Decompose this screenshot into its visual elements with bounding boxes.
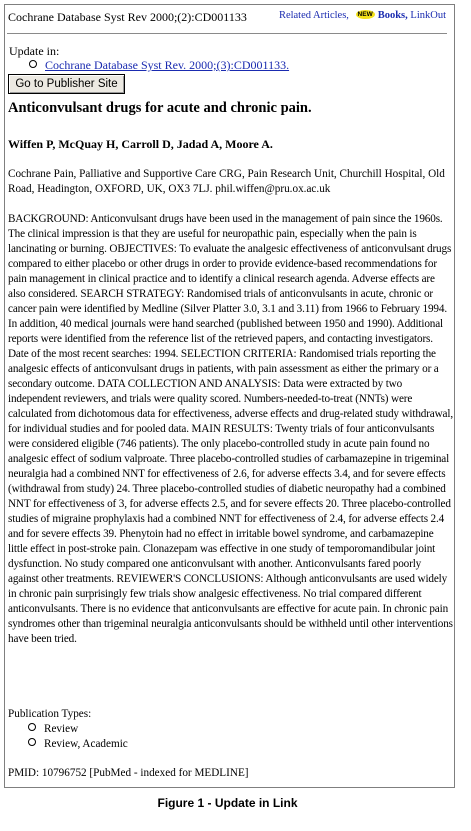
citation: Cochrane Database Syst Rev 2000;(2):CD001133 bbox=[8, 10, 247, 24]
books-link[interactable]: Books, bbox=[377, 10, 408, 21]
new-badge-icon: NEW bbox=[357, 11, 373, 18]
top-bar bbox=[5, 8, 450, 26]
publication-type: Review, Academic bbox=[44, 738, 128, 750]
pmid: PMID: 10796752 [PubMed - indexed for MEDLINE] bbox=[8, 767, 249, 779]
article-authors: Wiffen P, McQuay H, Carroll D, Jadad A, Moore A. bbox=[8, 137, 273, 151]
article-affiliation: Cochrane Pain, Palliative and Supportive Care CRG, Pain Research Unit, Churchill Hospital, Old Road, Headington, OXFORD, UK, OX3 7LJ. phil.wiffen@pru.ox.ac.uk bbox=[8, 168, 445, 195]
circle-bullet-icon bbox=[28, 738, 36, 746]
publication-type: Review bbox=[44, 723, 79, 735]
list-item bbox=[8, 722, 128, 737]
publication-types-label: Publication Types: bbox=[8, 708, 92, 720]
divider bbox=[7, 33, 447, 34]
linkout-link[interactable]: LinkOut bbox=[410, 10, 446, 21]
update-label: Update in: bbox=[9, 44, 60, 58]
figure-caption: Figure 1 - Update in Link bbox=[157, 796, 298, 810]
article-abstract: BACKGROUND: Anticonvulsant drugs have been used in the management of pain since the 1960s. The clinical impression is that they are useful for neuropathic pain, especially when the pain is lancinating or burning. OBJECTIVES: To evaluate the analgesic effectiveness of anticonvulsant drugs compared to either placebo or other drugs in order to provide evidence-based recommendations for pain management in clinical practice and to identify a clinical research agenda. Adverse effects are also considered. SEARCH STRATEGY: Randomised trials of anticonvulsants in acute, chronic or cancer pain were identified by Medline (Silver Platter 3.0, 3.1 and 3.11) from 1966 to February 1994. In addition, 40 medical journals were hand searched (published between 1950 and 1990). Additional reports were identified from the reference list of the retrieved papers, and contacting investigators. Date of the most recent searches: 1994. SELECTION CRITERIA: Randomised trials reporting the analgesic effects of anticonvulsant drugs in patients, with pain assessment as either the primary or a secondary outcome. DATA COLLECTION AND ANALYSIS: Data were extracted by two independent reviewers, and trials were quality scored. Numbers-needed-to-treat (NNTs) were calculated from dichotomous data for effectiveness, adverse effects and drug-related study withdrawal, for individual studies and for pooled data. MAIN RESULTS: Twenty trials of four anticonvulsants were considered eligible (746 patients). The only placebo-controlled study in acute pain found no analgesic effect of sodium valproate. Three placebo-controlled studies of carbamazepine in trigeminal neuralgia had a combined NNT for effectiveness of 2.6, for adverse effects 3.4, and for severe effects (withdrawal from study) 24. Three placebo-controlled studies of diabetic neuropathy had a combined NNT for effectiveness of 3, for adverse effects 2.5, and for severe effects 20. Three placebo-controlled studies of migraine prophylaxis had a combined NNT for effectiveness of 2.4, for adverse effects 2.4 and for severe effects 39. Phenytoin had no effect in irritable bowel syndrome, and carbamazepine little effect in post-stroke pain. Clonazepam was effective in one study of temporomandibular joint dysfunction. No study compared one anticonvulsant with another. Anticonvulsants fared poorly against other treatments. REVIEWER'S CONCLUSIONS: Although anticonvulsants are used widely in chronic pain surprisingly few trials show analgesic effectiveness. No trial compared different anticonvulsants. There is no evidence that anticonvulsants are effective for acute pain. In chronic pain syndromes other than trigeminal neuralgia anticonvulsants should be withheld until other interventions have been tried. bbox=[8, 213, 453, 645]
article-title: Anticonvulsant drugs for acute and chronic pain. bbox=[8, 100, 312, 116]
top-links bbox=[279, 10, 446, 21]
list-item bbox=[8, 737, 128, 752]
circle-bullet-icon bbox=[29, 60, 37, 68]
update-link[interactable]: Cochrane Database Syst Rev. 2000;(3):CD001133. bbox=[45, 58, 290, 72]
related-articles-link[interactable]: Related Articles, bbox=[278, 10, 349, 21]
go-to-publisher-button[interactable]: Go to Publisher Site bbox=[8, 74, 125, 94]
publication-types-list bbox=[8, 722, 128, 752]
update-list bbox=[9, 58, 289, 73]
circle-bullet-icon bbox=[28, 723, 36, 731]
